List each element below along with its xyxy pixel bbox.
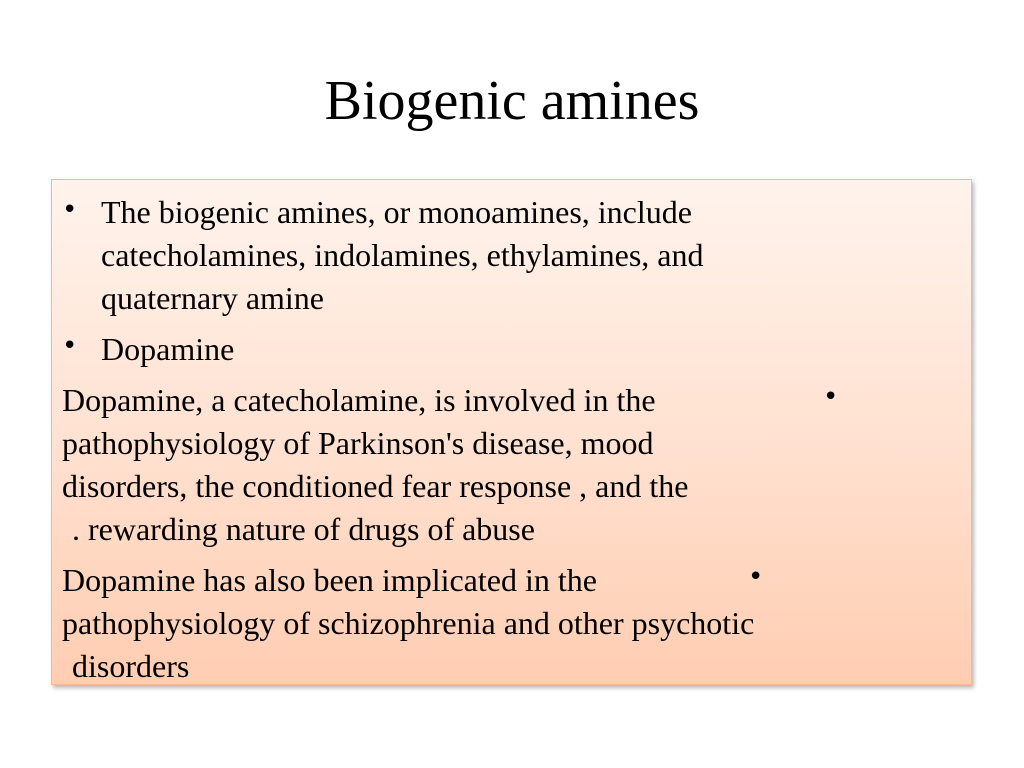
paragraph-line: disorders	[72, 648, 190, 684]
bullet-item-line: The biogenic amines, or monoamines, include	[101, 194, 692, 230]
slide-title: Biogenic amines	[324, 70, 700, 132]
bullet-item-line: Dopamine	[101, 331, 235, 367]
paragraph-line: pathophysiology of schizophrenia and other psychotic	[62, 605, 755, 641]
paragraph-line: pathophysiology of Parkinson's disease, mood	[62, 425, 654, 461]
paragraph-line: disorders, the conditioned fear response , and the	[62, 468, 689, 504]
paragraph-line: . rewarding nature of drugs of abuse	[72, 511, 535, 547]
paragraph-line: Dopamine has also been implicated in the	[62, 562, 597, 598]
bullet-icon: •	[748, 562, 764, 592]
bullet-item-line: catecholamines, indolamines, ethylamines, and	[101, 237, 704, 273]
bullet-icon: •	[62, 331, 78, 361]
bullet-item-line: quaternary amine	[101, 280, 324, 316]
bullet-icon: •	[62, 195, 78, 225]
paragraph-line: Dopamine, a catecholamine, is involved in the	[62, 382, 656, 418]
bullet-icon: •	[823, 382, 839, 412]
